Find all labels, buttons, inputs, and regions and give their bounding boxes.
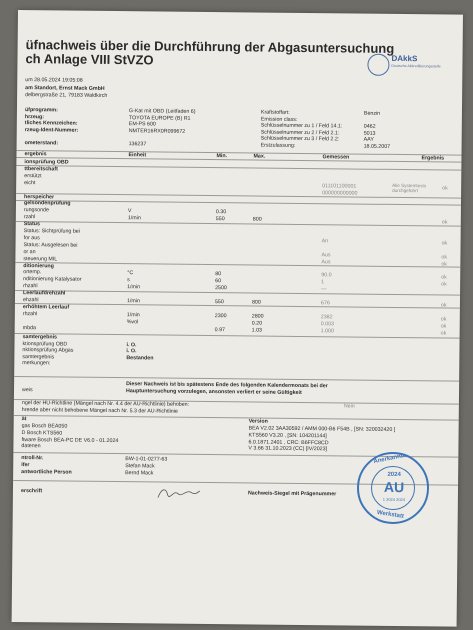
row-label: steuerung MIL xyxy=(23,255,58,263)
row-label: mbda xyxy=(22,324,36,331)
devices-version-label: Version xyxy=(248,418,268,425)
vehicle-label-2: Erstzulassung: xyxy=(260,142,296,149)
row-label: ttbereitschaft xyxy=(24,165,58,173)
seal-main-text: AU xyxy=(383,478,405,496)
row-measured: An xyxy=(321,238,329,245)
vehicle-label-2: Emission class: xyxy=(260,116,298,123)
summary-label: nktionsprüfung Abgas xyxy=(22,347,74,354)
row-label: ehzahl xyxy=(22,297,39,304)
row-max: 800 xyxy=(252,216,262,223)
summary-value: Bestanden xyxy=(126,354,154,362)
row-result: ok xyxy=(441,261,448,268)
row-label: Status xyxy=(23,221,40,228)
row-unit: V xyxy=(127,208,132,215)
row-result: ok xyxy=(441,219,448,226)
section-divider xyxy=(16,193,461,199)
issue-date: um 28.05.2024 19:05:08 xyxy=(25,77,83,84)
vehicle-value-2: Benzin xyxy=(363,110,381,117)
divider-header-bottom xyxy=(16,157,461,166)
seal-inner-ring xyxy=(371,466,415,510)
row-label: rzahl xyxy=(23,214,36,221)
summary-value: i. O. xyxy=(126,348,137,355)
row-min: 80 xyxy=(215,271,222,278)
row-result: ok xyxy=(440,323,447,330)
vehicle-value: G-Kat mit OBD (Leitfaden 6) xyxy=(128,108,196,115)
vehicle-label: tliches Kennzeichen: xyxy=(24,120,78,127)
vehicle-value: TOYOTA EUROPE (B) R1 xyxy=(128,114,191,122)
divider-devices xyxy=(14,415,459,421)
vehicle-label: üfprogramm: xyxy=(24,107,58,114)
section-divider xyxy=(16,221,461,227)
vehicle-value-2: 0462 xyxy=(363,123,376,130)
row-label: herspeicher xyxy=(24,193,55,200)
device-version: BEA V2.02 3AA30592 / AMM 000-B6 F54B , [SN: 320032420 ] xyxy=(248,425,396,433)
vehicle-label: ometerstand: xyxy=(24,140,59,147)
divider-notice xyxy=(14,376,459,382)
row-label: nditionierung Katalysator xyxy=(23,276,82,283)
examiner-signature xyxy=(156,485,202,501)
row-result: ok xyxy=(441,254,448,261)
device-name: gas Bosch BEA050 xyxy=(21,423,68,430)
row-measured: 90.0 xyxy=(321,272,332,279)
section-divider xyxy=(16,200,461,206)
header-result: Ergebnis xyxy=(421,155,445,162)
defects-line-2: hrende aber nicht behobene Mängel nach Nr. 5.3 der AU-Richtlinie xyxy=(21,407,178,415)
notice-line-2: Hauptuntersuchung vorzulegen, ansonsten verliert er seine Gültigkeit xyxy=(125,388,302,396)
dakks-emblem-icon xyxy=(367,54,389,76)
device-name: datenen xyxy=(21,443,41,450)
row-label: gelsondenprüfung xyxy=(23,200,71,207)
responsible-value: BW-1-01-0277-63 xyxy=(125,456,168,463)
seal-label: Nachweis-Siegel mit Prägenummer xyxy=(247,490,337,498)
seal-number: 1 2024 2024 xyxy=(382,496,406,503)
row-measured: Aus xyxy=(321,258,331,265)
row-label: rungsonde xyxy=(23,207,49,214)
row-measured: Aus xyxy=(321,251,331,258)
vehicle-label-2: Kraftstoffart: xyxy=(260,109,290,116)
dakks-logo xyxy=(367,50,447,81)
seal-year: 2024 xyxy=(387,471,401,479)
company-line-1: am Standort, Ernst Mack GmbH xyxy=(25,85,105,92)
responsible-label: ifer xyxy=(21,462,30,469)
devices-label: ät xyxy=(21,416,27,423)
row-min: 550 xyxy=(215,216,225,223)
row-min: 550 xyxy=(214,299,224,306)
row-result: ok xyxy=(440,302,447,309)
vehicle-label-2: Schlüsselnummer zu 2 / Feld 2.1: xyxy=(260,129,340,137)
row-min: 2500 xyxy=(215,285,227,292)
vehicle-value-2: 18.05.2007 xyxy=(363,143,391,150)
device-version: 6.0.1871.2401 , CRC: B6FFC8CD xyxy=(248,439,329,446)
seal-bottom-text: Werkstatt xyxy=(376,509,405,520)
header-measured: Gemessen xyxy=(322,154,350,161)
document-title-line-1: üfnachweis über die Durchführung der Abgasuntersuchung xyxy=(25,37,395,56)
device-name: ftware Bosch BEA-PC DE V6.0 - 01.2024 xyxy=(21,436,119,444)
device-version: V 3.66 31.10.2023 (CC) [IV/2023] xyxy=(248,445,328,453)
row-unit: 1/min xyxy=(126,298,140,305)
notice-line-1: Dieser Nachweis ist bis spätestens Ende des folgenden Kalendermonats bei der xyxy=(126,381,328,390)
row-measured: — xyxy=(321,286,327,293)
row-label: rhzahl xyxy=(23,283,38,290)
row-unit: 1/min xyxy=(126,311,140,319)
row-label: Leerlaufdrehzahl xyxy=(23,290,66,297)
responsible-value: Bernd Mack xyxy=(125,470,154,477)
row-unit: %vol xyxy=(126,318,139,325)
row-result: ok xyxy=(442,185,448,192)
vehicle-value-2: 5013 xyxy=(363,130,376,137)
row-label: rhzahl xyxy=(22,310,38,318)
row-measured: 676 xyxy=(320,300,330,307)
row-unit: 1/min xyxy=(127,215,141,222)
row-unit: 1/min xyxy=(127,284,141,291)
responsible-label: ntroll-Nr. xyxy=(21,455,44,462)
vehicle-label: rzeug-Ident-Nummer: xyxy=(24,126,79,134)
notice-label: weis xyxy=(21,387,33,394)
section-divider xyxy=(15,262,460,268)
seal-top-text: Anerkannte xyxy=(373,452,407,466)
row-max: 800 xyxy=(251,299,261,306)
row-measured: 011101100001 xyxy=(322,182,357,190)
row-label: erstützt xyxy=(24,172,42,180)
row-max: 2800 xyxy=(251,313,264,320)
vehicle-value: EM-PS 600 xyxy=(128,121,156,128)
summary-title: samtergebnis xyxy=(22,333,58,340)
row-result: ok xyxy=(441,274,447,281)
responsible-label: antwortliche Person xyxy=(21,469,72,476)
divider-summary xyxy=(15,332,460,338)
defects-line-1: ngel der HU-Richtline (Mängel nach Nr. 4.4 der AU-Richtlinie) behoben: xyxy=(21,400,190,408)
row-label: ditionierung xyxy=(23,262,54,269)
row-min: 0.97 xyxy=(214,326,226,333)
row-label: for aus xyxy=(23,234,40,242)
responsible-value: Stefan Mack xyxy=(125,463,155,470)
defects-value: Nein xyxy=(343,403,355,410)
device-name: D Bosch KTS560 xyxy=(21,429,63,437)
row-label: ionsprüfung OBD xyxy=(24,159,69,166)
row-measured: 2382 xyxy=(320,313,333,321)
company-line-2: delbergstraße 21, 79183 Waldkirch xyxy=(25,92,108,99)
vehicle-value-2: AAY xyxy=(363,137,374,144)
row-label: ortemp. xyxy=(23,269,42,276)
row-max: 0.20 xyxy=(251,320,263,327)
dakks-logo-name: DAkkS xyxy=(391,53,418,64)
document-title-line-2: ch Anlage VIII StVZO xyxy=(25,51,154,68)
row-measured: 0.003 xyxy=(320,320,335,328)
row-note: Alle Systemtests durchgeführt xyxy=(392,182,427,193)
row-result: ok xyxy=(440,316,447,323)
header-max: Max. xyxy=(253,153,266,160)
row-result: ok xyxy=(440,330,447,337)
au-workshop-seal xyxy=(357,452,430,525)
header-result-label: ergebnis xyxy=(24,151,47,158)
summary-value: i. O. xyxy=(126,341,137,348)
row-measured: 000000000000 xyxy=(322,189,358,197)
row-min: 2300 xyxy=(214,312,227,319)
summary-label: merkungen: xyxy=(22,360,51,367)
row-result: ok xyxy=(441,281,447,288)
row-min: 0.30 xyxy=(215,209,227,216)
au-certificate-page xyxy=(12,10,463,627)
section-divider xyxy=(15,290,460,296)
row-max: 1.03 xyxy=(251,327,263,334)
row-label: or an xyxy=(23,248,36,255)
row-label: Status: Sichtprüfung bei xyxy=(23,228,80,235)
dakks-logo-subtitle: Deutsche Akkreditierungsstelle xyxy=(391,63,441,69)
row-unit: s xyxy=(127,277,130,284)
summary-label: samtergebnis xyxy=(22,353,55,361)
row-label: erhöhtem Leerlauf xyxy=(22,303,70,311)
header-unit: Einheit xyxy=(128,152,147,159)
row-result: ok xyxy=(441,240,448,247)
summary-label: ktionsprüfung OBD xyxy=(22,340,68,348)
header-min: Min. xyxy=(216,153,228,160)
section-divider xyxy=(15,303,460,309)
vehicle-label: hrzeug: xyxy=(24,113,45,120)
row-measured: 1 xyxy=(321,279,325,286)
section-divider xyxy=(16,165,461,171)
signature-label: erschrift xyxy=(20,488,43,495)
vehicle-label-2: Schlüsselnummer zu 3 / Feld 2.2: xyxy=(260,135,340,143)
row-label: Status: Ausgelesen bei xyxy=(23,241,78,249)
vehicle-value: NMTER16RX0R099672 xyxy=(128,127,186,135)
row-label: eicht xyxy=(24,179,36,186)
row-unit: °C xyxy=(127,270,134,277)
device-version: KTS560 V3.20 , [SN: 104201144] xyxy=(248,432,327,440)
vehicle-label-2: Schlüsselnummer zu 1 / Feld 14.1: xyxy=(260,122,343,130)
row-min: 60 xyxy=(215,278,222,285)
row-measured: 1.000 xyxy=(320,327,334,334)
vehicle-value: 136237 xyxy=(128,141,147,148)
